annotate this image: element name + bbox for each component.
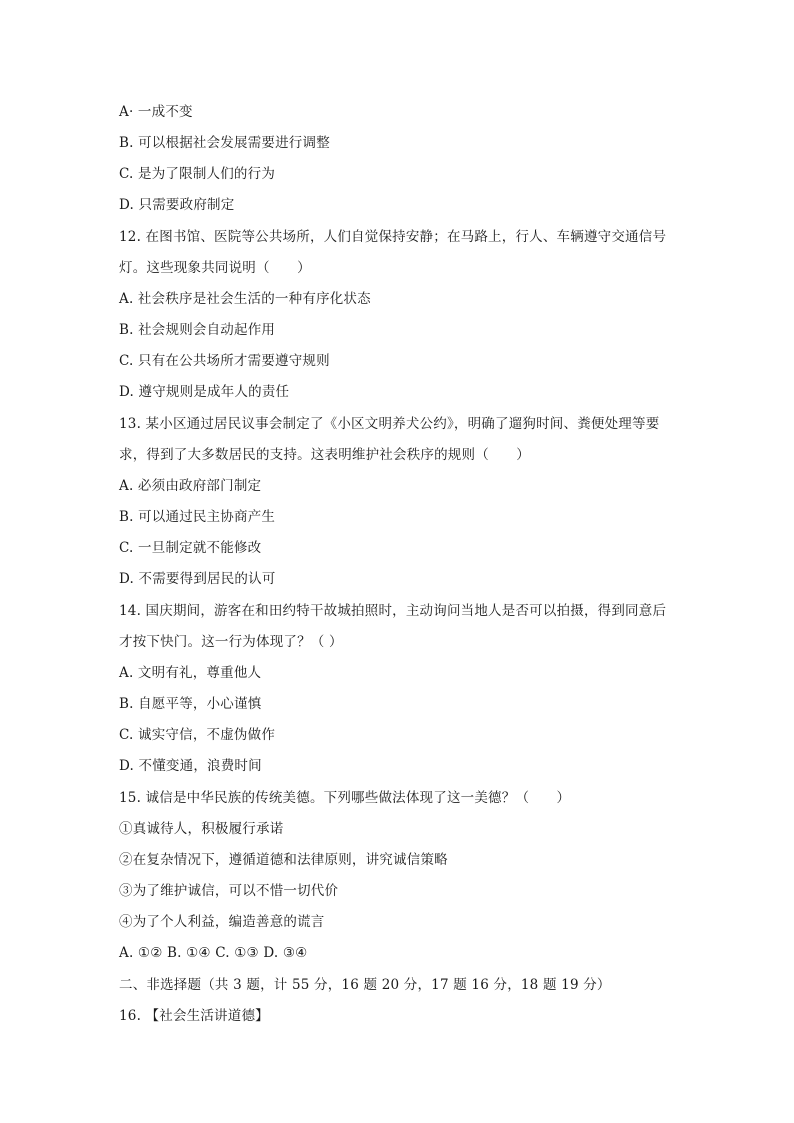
question-16-title: 16. 【社会生活讲道德】 <box>119 1008 269 1024</box>
option-11-a: A· 一成不变 <box>119 104 193 120</box>
question-15-item-4: ④为了个人利益，编造善意的谎言 <box>119 914 325 930</box>
question-15-item-2: ②在复杂情况下，遵循道德和法律原则，讲究诚信策略 <box>119 852 448 868</box>
option-11-c: C. 是为了限制人们的行为 <box>119 166 276 182</box>
question-15-item-3: ③为了维护诚信，可以不惜一切代价 <box>119 883 339 899</box>
option-12-b: B. 社会规则会自动起作用 <box>119 322 276 338</box>
question-15-item-1: ①真诚待人，积极履行承诺 <box>119 821 284 837</box>
section-heading: 二、非选择题（共 3 题，计 55 分，16 题 20 分，17 题 16 分，18 题 19 分） <box>119 977 611 993</box>
option-11-b: B. 可以根据社会发展需要进行调整 <box>119 135 330 151</box>
option-14-c: C. 诚实守信，不虚伪做作 <box>119 727 276 743</box>
question-13-line-1: 13. 某小区通过居民议事会制定了《小区文明养犬公约》，明确了遛狗时间、粪便处理等要 <box>119 416 660 432</box>
question-15-options: A. ①② B. ①④ C. ①③ D. ③④ <box>119 945 308 961</box>
option-12-a: A. 社会秩序是社会生活的一种有序化状态 <box>119 291 371 307</box>
option-14-a: A. 文明有礼，尊重他人 <box>119 665 262 681</box>
option-14-d: D. 不懂变通，浪费时间 <box>119 758 262 774</box>
option-13-b: B. 可以通过民主协商产生 <box>119 509 276 525</box>
question-13-line-2: 求，得到了大多数居民的支持。这表明维护社会秩序的规则（ ） <box>119 447 530 463</box>
option-13-d: D. 不需要得到居民的认可 <box>119 571 276 587</box>
option-12-d: D. 遵守规则是成年人的责任 <box>119 384 290 400</box>
option-12-c: C. 只有在公共场所才需要遵守规则 <box>119 353 330 369</box>
option-13-c: C. 一旦制定就不能修改 <box>119 540 262 556</box>
question-15-stem: 15. 诚信是中华民族的传统美德。下列哪些做法体现了这一美德？（ ） <box>119 790 571 806</box>
question-14-line-1: 14. 国庆期间，游客在和田约特干故城拍照时，主动询问当地人是否可以拍摄，得到同意后 <box>119 603 667 619</box>
question-12-line-1: 12. 在图书馆、医院等公共场所，人们自觉保持安静；在马路上，行人、车辆遵守交通信号 <box>119 229 667 245</box>
option-13-a: A. 必须由政府部门制定 <box>119 478 262 494</box>
question-12-line-2: 灯。这些现象共同说明（ ） <box>119 260 311 276</box>
option-11-d: D. 只需要政府制定 <box>119 197 235 213</box>
option-14-b: B. 自愿平等，小心谨慎 <box>119 696 262 712</box>
question-14-line-2: 才按下快门。这一行为体现了？（ ） <box>119 634 343 650</box>
